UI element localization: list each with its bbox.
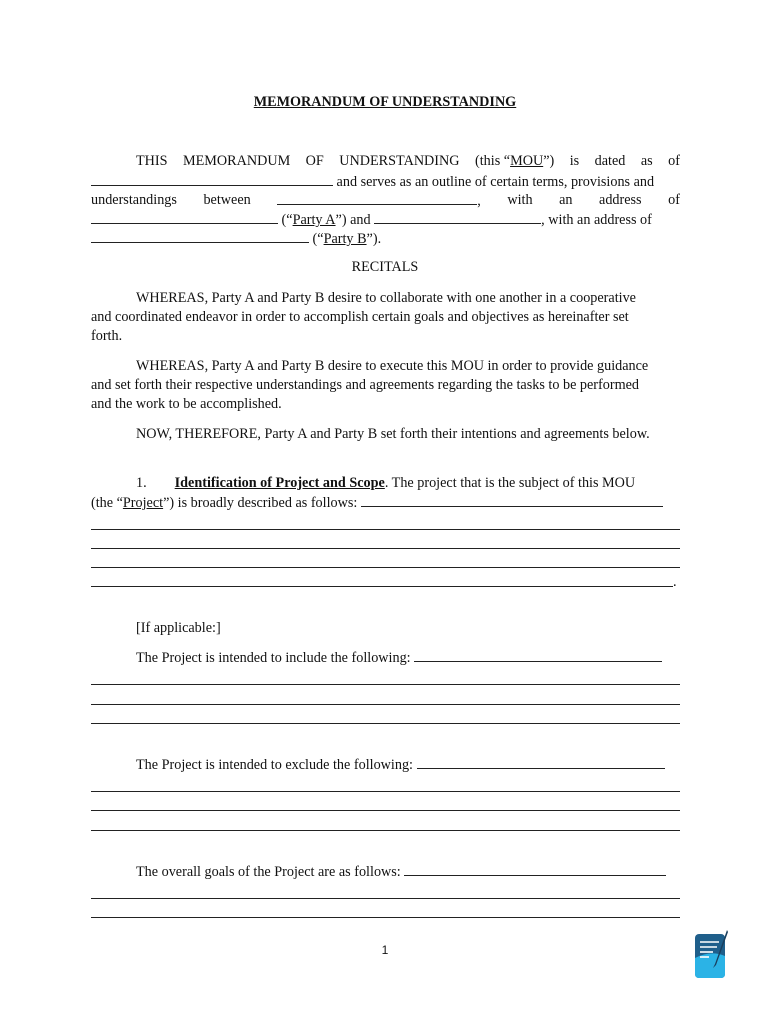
mou-term: MOU	[510, 153, 544, 169]
intro-line-2: and serves as an outline of certain terms, provisions and	[91, 172, 654, 192]
document-title: MEMORANDUM OF UNDERSTANDING	[253, 94, 517, 110]
include-line-blank[interactable]	[91, 684, 680, 685]
project-description-line[interactable]	[91, 567, 680, 568]
party-a-name-field: ,	[277, 191, 481, 211]
intro-word: address	[599, 192, 642, 208]
whereas-2-line-3: and the work to be accomplished.	[91, 396, 282, 412]
goals-line: The overall goals of the Project are as follows:	[136, 862, 666, 882]
recitals-heading: RECITALS	[351, 259, 419, 275]
party-a-address-blank[interactable]	[91, 210, 278, 224]
project-term: Project	[122, 495, 164, 511]
intro-word: understandings	[91, 192, 177, 208]
intro-word: is	[569, 153, 580, 169]
intro-line-5: (“Party B”).	[91, 229, 381, 249]
intro-word: UNDERSTANDING	[339, 153, 460, 169]
project-description-line[interactable]	[91, 529, 680, 530]
goals-line-blank[interactable]	[91, 898, 680, 899]
section-1-line-1: 1. Identification of Project and Scope. The project that is the subject of this MOU	[136, 475, 636, 491]
intro-mou-definition: (this “MOU”)	[475, 153, 555, 169]
section-1-line-2: (the “Project”) is broadly described as follows:	[91, 493, 663, 513]
document-logo-icon	[693, 928, 729, 980]
goals-line-blank[interactable]	[91, 917, 680, 918]
intro-word: with	[507, 192, 533, 208]
intro-word: of	[668, 153, 680, 169]
intro-word: between	[203, 192, 251, 208]
project-description-blank[interactable]	[361, 493, 663, 507]
intro-word: MEMORANDUM	[183, 153, 291, 169]
intro-word: dated	[594, 153, 626, 169]
whereas-1-line-1: WHEREAS, Party A and Party B desire to collaborate with one another in a cooperative	[136, 290, 636, 306]
include-line: The Project is intended to include the following:	[136, 648, 662, 668]
intro-line-4: (“Party A”) and , with an address of	[91, 210, 652, 230]
project-description-line[interactable]	[91, 548, 680, 549]
party-b-name-blank[interactable]	[374, 210, 541, 224]
intro-word: OF	[305, 153, 324, 169]
intro-word: THIS	[136, 153, 168, 169]
exclude-blank[interactable]	[417, 755, 665, 769]
page-number: 1	[381, 943, 389, 957]
party-b-address-blank[interactable]	[91, 229, 309, 243]
exclude-line-blank[interactable]	[91, 810, 680, 811]
intro-word: an	[559, 192, 573, 208]
exclude-line: The Project is intended to exclude the following:	[136, 755, 665, 775]
project-description-line[interactable]	[91, 586, 673, 587]
include-blank[interactable]	[414, 648, 662, 662]
party-a-term: Party A	[292, 212, 336, 228]
whereas-1-line-2: and coordinated endeavor in order to accomplish certain goals and objectives as hereinafter set	[91, 309, 629, 325]
party-a-name-blank[interactable]	[277, 191, 477, 205]
exclude-line-blank[interactable]	[91, 791, 680, 792]
include-line-blank[interactable]	[91, 723, 680, 724]
exclude-line-blank[interactable]	[91, 830, 680, 831]
section-heading: Identification of Project and Scope	[174, 475, 385, 491]
intro-word: of	[668, 192, 680, 208]
whereas-2-line-1: WHEREAS, Party A and Party B desire to execute this MOU in order to provide guidance	[136, 358, 649, 374]
section-1-period: .	[673, 574, 677, 590]
if-applicable-note: [If applicable:]	[136, 620, 221, 636]
whereas-2-line-2: and set forth their respective understandings and agreements regarding the tasks to be performed	[91, 377, 639, 393]
intro-word: as	[640, 153, 653, 169]
now-therefore-clause: NOW, THEREFORE, Party A and Party B set forth their intentions and agreements below.	[136, 426, 650, 442]
section-number: 1.	[136, 475, 147, 491]
party-b-term: Party B	[323, 231, 367, 247]
goals-blank[interactable]	[404, 862, 666, 876]
whereas-1-line-3: forth.	[91, 328, 123, 344]
intro-line-1	[136, 152, 680, 171]
date-blank[interactable]	[91, 172, 333, 186]
include-line-blank[interactable]	[91, 704, 680, 705]
intro-line-3	[91, 191, 680, 211]
